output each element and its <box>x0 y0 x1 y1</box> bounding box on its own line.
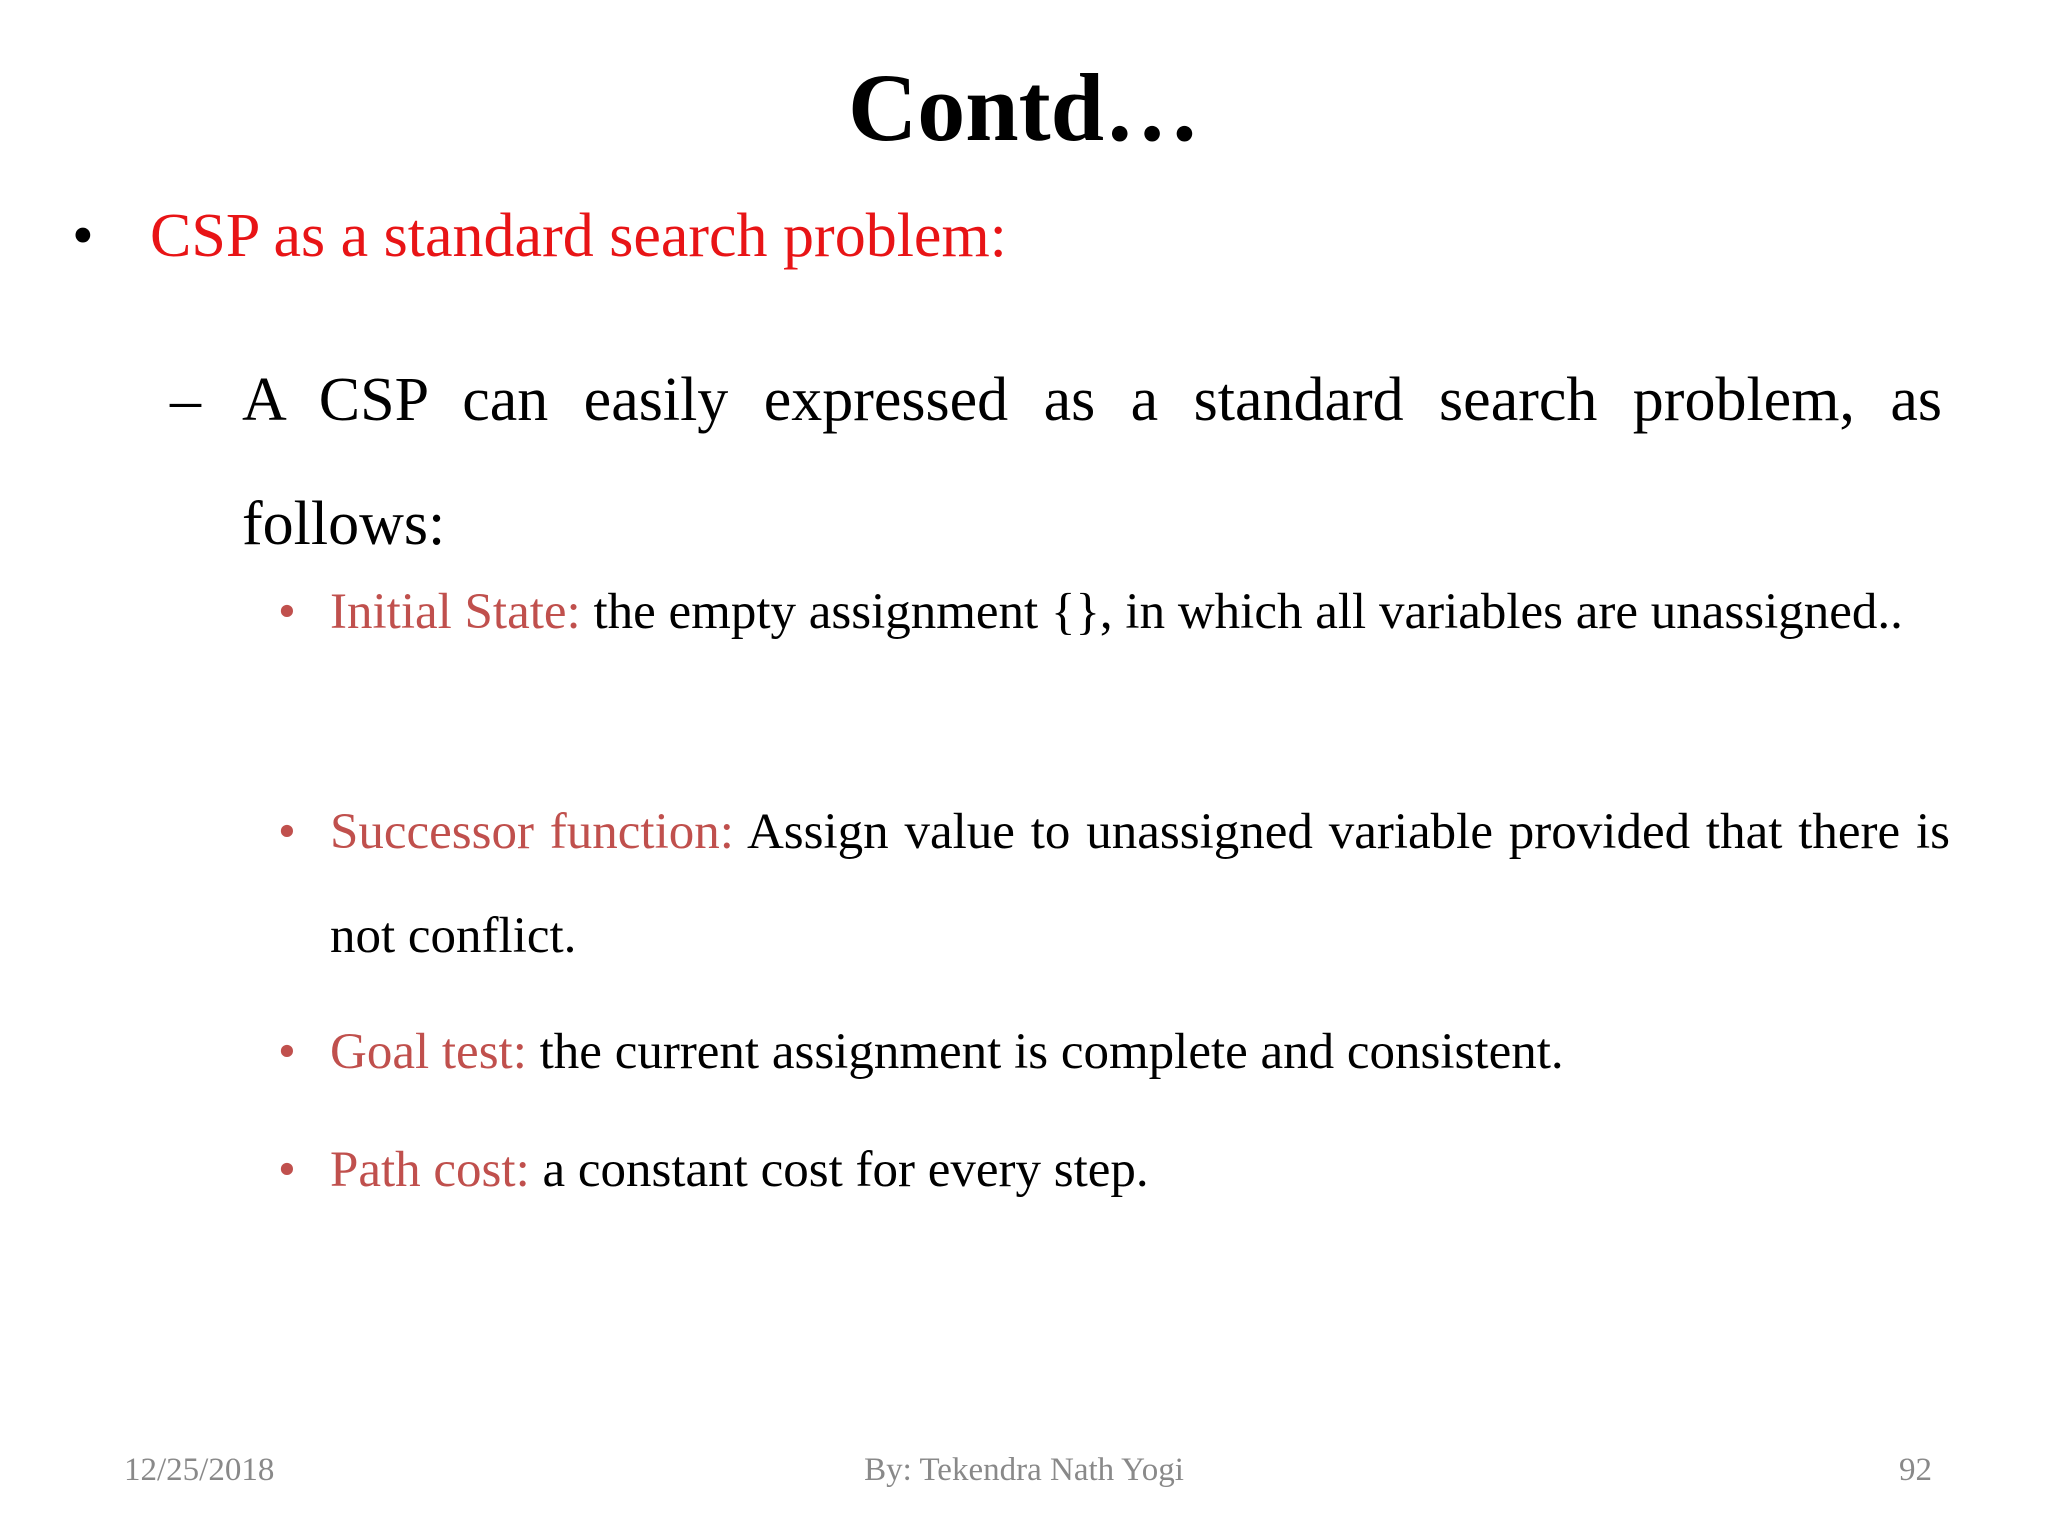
list-item-term: Initial State: <box>330 584 581 640</box>
list-item-description: a constant cost for every step. <box>529 1142 1149 1198</box>
list-item-text <box>330 560 1950 664</box>
list-item-successor-function <box>278 780 1950 988</box>
bullet-icon: • <box>278 584 296 640</box>
bullet-icon: • <box>278 1142 296 1198</box>
sub-bullet <box>170 338 1950 586</box>
list-item-term: Goal test: <box>330 1024 527 1080</box>
list-item-text <box>330 1000 1950 1104</box>
list-item-description: the empty assignment {}, in which all variables are unassigned.. <box>580 584 1903 640</box>
list-item-description: the current assignment is complete and consistent. <box>526 1024 1564 1080</box>
footer-author: By: Tekendra Nath Yogi <box>864 1452 1184 1488</box>
main-bullet-text: CSP as a standard search problem: <box>150 202 1007 270</box>
dash-icon: – <box>170 366 201 434</box>
list-item-term: Successor function: <box>330 804 734 860</box>
list-item-text <box>330 780 1950 988</box>
sub-bullet-text: A CSP can easily expressed as a standard search problem, as follows: <box>242 366 1942 558</box>
slide-title: Contd… <box>847 54 1201 161</box>
list-item-description: Assign value to unassigned variable provided that there is not conflict. <box>330 804 1950 964</box>
footer-date: 12/25/2018 <box>124 1452 275 1488</box>
list-item-text <box>330 1118 1950 1222</box>
bullet-icon: • <box>72 202 94 270</box>
list-item-term: Path cost: <box>330 1142 530 1198</box>
footer-page-number: 92 <box>1899 1452 1932 1488</box>
list-item-path-cost <box>278 1118 1950 1222</box>
bullet-icon: • <box>278 1024 296 1080</box>
list-item-initial-state <box>278 560 1950 664</box>
bullet-icon: • <box>278 804 296 860</box>
list-item-goal-test <box>278 1000 1950 1104</box>
